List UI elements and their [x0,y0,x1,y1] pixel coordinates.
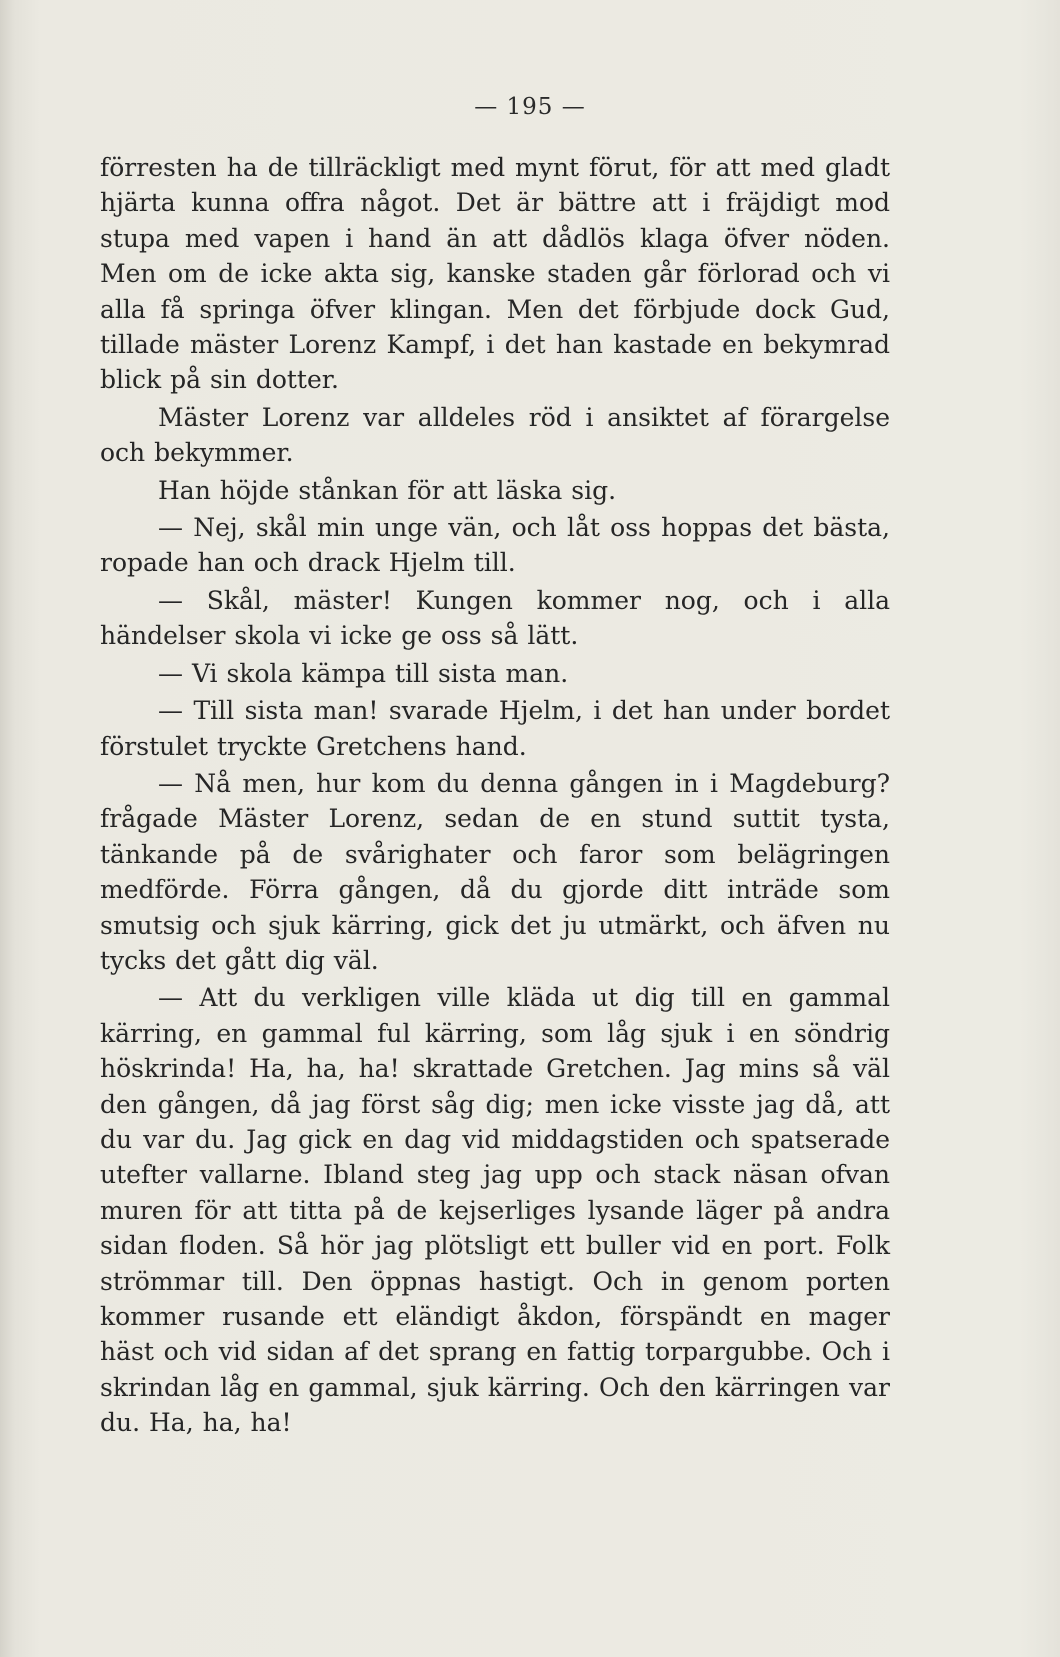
paragraph: — Till sista man! svarade Hjelm, i det han under bordet förstulet tryckte Gretchens hand. [100,696,890,761]
paragraph: — Vi skola kämpa till sista man. [158,658,569,688]
paragraph: — Nå men, hur kom du denna gången in i Magdeburg? frågade Mäster Lorenz, sedan de en stund suttit tysta, tänkande på de svårighater och faror som belägringen medförde. Förra gången, då du gjorde ditt inträde som smutsig och sjuk kärring, gick det ju utmärkt, och äfven nu tycks det gått dig väl. [100,768,890,975]
paragraph: — Nej, skål min unge vän, och låt oss hoppas det bästa, ropade han och drack Hjelm till. [100,513,890,578]
paragraph: — Skål, mäster! Kungen kommer nog, och i alla händelser skola vi icke ge oss så lätt. [100,585,890,651]
paragraph: Han höjde stånkan för att läska sig. [158,475,617,505]
page-number: — 195 — [474,94,586,120]
paragraph: förresten ha de tillräckligt med mynt förut, för att med gladt hjärta kunna offra något. Det är bättre att i fräjdigt mod stupa med vapen i hand än att dådlös klaga öfver nöden. Men om de icke akta sig, kanske staden går förlorad och vi alla få springa öfver klingan. Men det förbjude dock Gud, tillade mäster Lorenz Kampf, i det han kastade en bekymrad blick på sin dotter. [100,153,890,395]
paragraph: Mäster Lorenz var alldeles röd i ansiktet af förargelse och bekymmer. [100,402,890,468]
body-text [100,150,890,1441]
paragraph: — Att du verkligen ville kläda ut dig till en gammal kärring, en gammal ful kärring, som låg sjuk i en söndrig höskrinda! Ha, ha, ha! skrattade Gretchen. Jag mins så väl den gången, då jag först såg dig; men icke visste jag då, att du var du. Jag gick en dag vid middagstiden och spatserade utefter vallarne. Ibland steg jag upp och stack näsan ofvan muren för att titta på de kejserliges lysande läger på andra sidan floden. Så hör jag plötsligt ett buller vid en port. Folk strömmar till. Den öppnas hastigt. Och in genom porten kommer rusande ett eländigt åkdon, förspändt en mager häst och vid sidan af det sprang en fattig torpargubbe. Och i skrindan låg en gammal, sjuk kärring. Och den kärringen var du. Ha, ha, ha! [100,983,890,1438]
